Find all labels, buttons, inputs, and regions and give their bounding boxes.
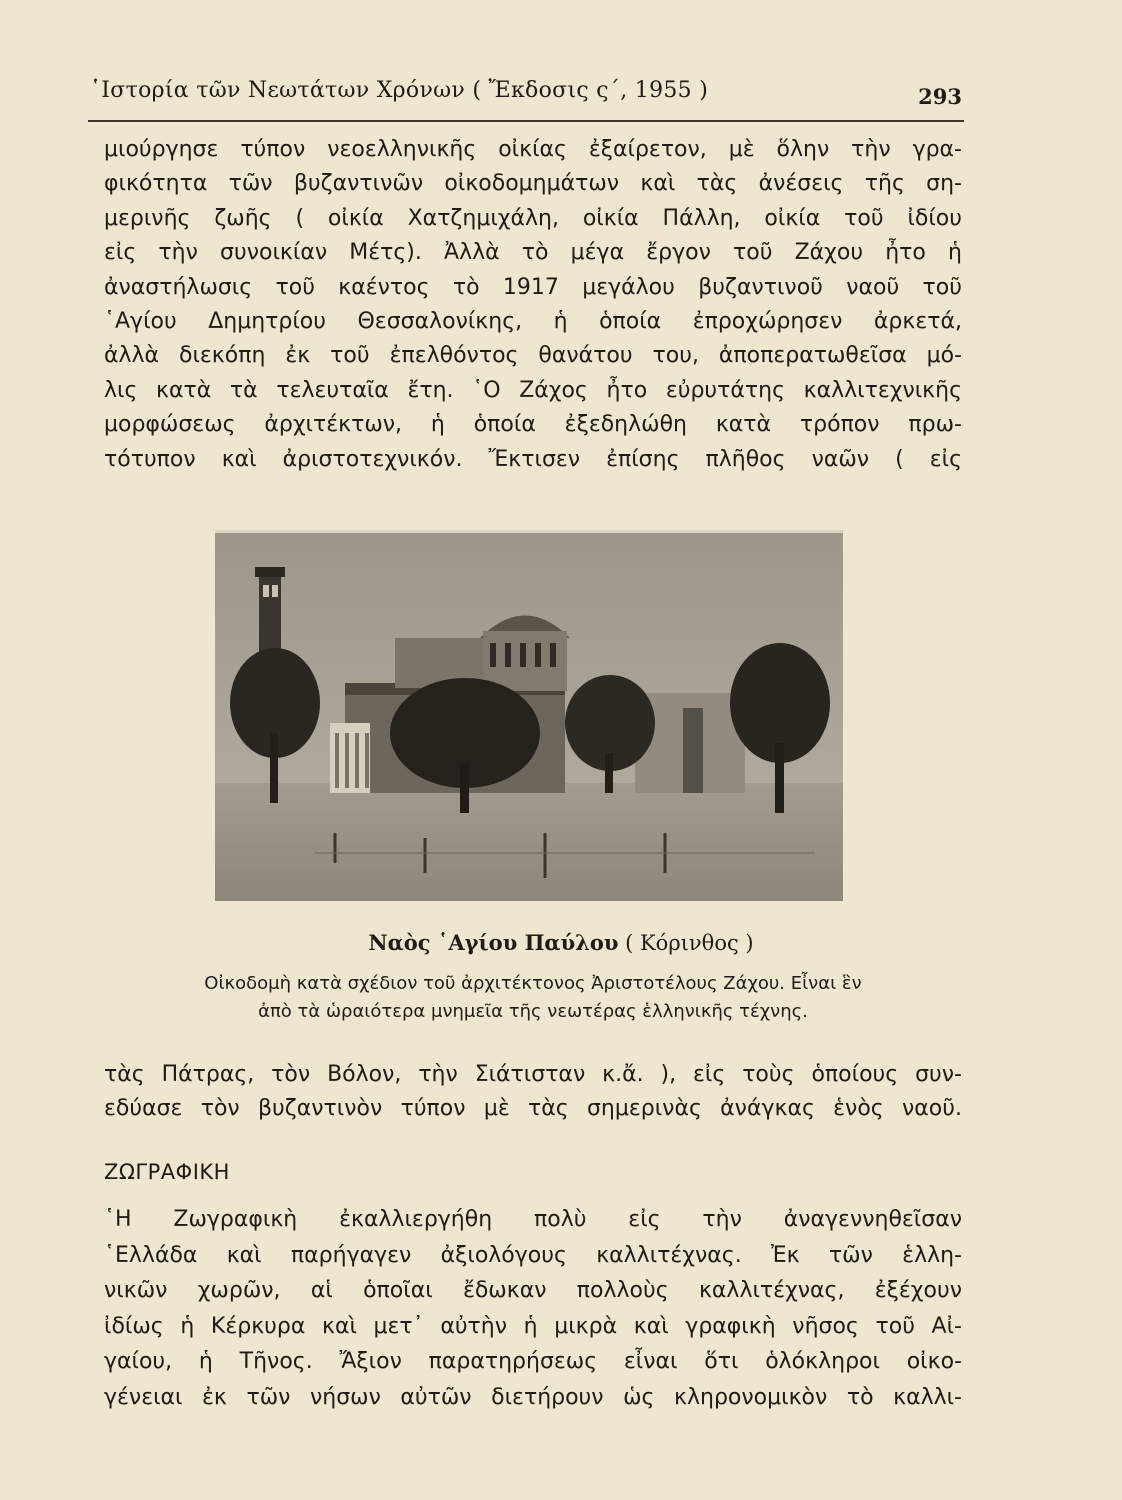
text-line: τότυπον καὶ ἀριστοτεχνικόν. Ἔκτισεν ἐπίσης πλῆθος ναῶν ( εἰς xyxy=(104,446,962,472)
caption-line: Οἰκοδομὴ κατὰ σχέδιον τοῦ ἀρχιτέκτονος Ἀριστοτέλους Ζάχου. Εἶναι ἓν xyxy=(204,973,862,994)
text-line: λις κατὰ τὰ τελευταῖα ἔτη. ῾Ο Ζάχος ἦτο εὐρυτάτης καλλιτεχνικῆς xyxy=(104,377,962,403)
paragraph-continuation xyxy=(104,1058,962,1127)
text-line: ἀλλὰ διεκόπη ἐκ τοῦ ἐπελθόντος θανάτου του, ἀποπερατωθεῖσα μό- xyxy=(104,343,962,369)
text-line: ῾Ελλάδα καὶ παρήγαγεν ἀξιολόγους καλλιτέχνας. Ἐκ τῶν ἑλλη- xyxy=(104,1242,962,1268)
church-photograph xyxy=(215,530,843,901)
text-line: γαίου, ἡ Τῆνος. Ἄξιον παρατηρήσεως εἶναι ὅτι ὁλόκληροι οἰκο- xyxy=(104,1349,962,1374)
running-head xyxy=(90,72,962,112)
page-number: 293 xyxy=(918,84,962,109)
figure-caption-title xyxy=(0,930,1122,955)
text-line: γένειαι ἐκ τῶν νήσων αὐτῶν διετήρουν ὡς κληρονομικὸν τὸ καλλι- xyxy=(104,1384,962,1410)
text-line: ἰδίως ἡ Κέρκυρα καὶ μετ᾽ αὐτὴν ἡ μικρὰ καὶ γραφικὴ νῆσος τοῦ Αἰ- xyxy=(104,1313,962,1339)
text-line: μιούργησε τύπον νεοελληνικῆς οἰκίας ἐξαίρετον, μὲ ὅλην τὴν γρα- xyxy=(104,137,962,162)
paragraph-painting xyxy=(104,1202,962,1415)
text-line: τὰς Πάτρας, τὸν Βόλον, τὴν Σιάτισταν κ.ἄ. ), εἰς τοὺς ὁποίους συν- xyxy=(104,1062,962,1087)
text-line: νικῶν χωρῶν, αἱ ὁποῖαι ἔδωκαν πολλοὺς καλλιτέχνας, ἐξέχουν xyxy=(104,1278,962,1303)
photo-illustration xyxy=(215,533,843,901)
caption-church-name: Ναὸς ῾Αγίου Παύλου xyxy=(368,930,619,955)
text-line: ῾Αγίου Δημητρίου Θεσσαλονίκης, ἡ ὁποία ἐπροχώρησεν ἀρκετά, xyxy=(104,309,962,335)
caption-place: ( Κόρινθος ) xyxy=(625,931,754,955)
text-line: εἰς τὴν συνοικίαν Μέτς). Ἀλλὰ τὸ μέγα ἔργον τοῦ Ζάχου ἦτο ἡ xyxy=(104,240,962,266)
text-line: φικότητα τῶν βυζαντινῶν οἰκοδομημάτων καὶ τὰς ἀνέσεις τῆς ση- xyxy=(104,171,962,197)
text-line: ἀναστήλωσις τοῦ καέντος τὸ 1917 μεγάλου βυζαντινοῦ ναοῦ τοῦ xyxy=(104,274,962,300)
paragraph-architecture xyxy=(104,133,962,477)
text-line: μερινῆς ζωῆς ( οἰκία Χατζημιχάλη, οἰκία Πάλλη, οἰκία τοῦ ἰδίου xyxy=(104,205,962,231)
text-line: ῾Η Ζωγραφικὴ ἐκαλλιεργήθη πολὺ εἰς τὴν ἀναγεννηθεῖσαν xyxy=(104,1207,962,1232)
section-heading: ΖΩΓΡΑΦΙΚΗ xyxy=(104,1160,230,1184)
header-rule xyxy=(88,120,964,122)
caption-line: ἀπὸ τὰ ὡραιότερα μνημεῖα τῆς νεωτέρας ἑλληνικῆς τέχνης. xyxy=(258,1001,808,1022)
text-line: μορφώσεως ἀρχιτέκτων, ἡ ὁποία ἐξεδηλώθη κατὰ τρόπον πρω- xyxy=(104,412,962,438)
figure-caption xyxy=(138,970,928,1026)
book-title: ῾Ιστορία τῶν Νεωτάτων Χρόνων ( Ἔκδοσις ς΄, 1955 ) xyxy=(90,78,709,103)
text-line: εδύασε τὸν βυζαντινὸν τύπον μὲ τὰς σημερινὰς ἀνάγκας ἑνὸς ναοῦ. xyxy=(104,1096,962,1122)
